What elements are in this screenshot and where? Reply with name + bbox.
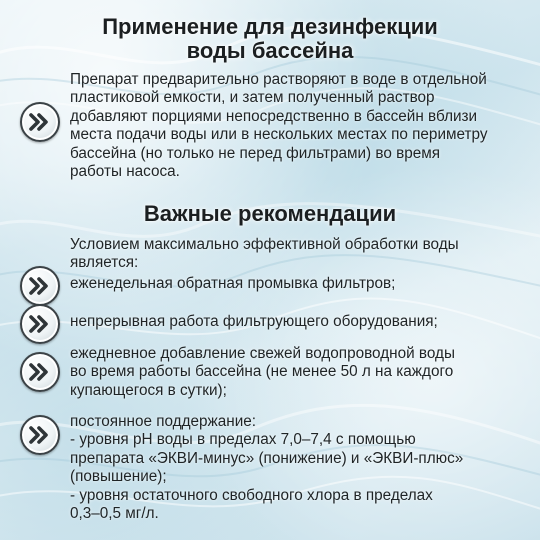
recommendation-item: еженедельная обратная промывка фильтров; bbox=[70, 275, 396, 292]
double-chevron-right-icon bbox=[20, 266, 60, 306]
double-chevron-right-icon bbox=[20, 304, 60, 344]
section1-text: Препарат предварительно растворяют в воде в отдельной пластиковой емкости, и затем полученный раствор добавляют порциями непосредственно в бассейн вблизи места подачи воды или в нескольких местах по периметру бассейна (но только не перед фильтрами) во время работы насоса. bbox=[70, 71, 488, 181]
recommendation-item: постоянное поддержание: - уровня pH воды в пределах 7,0–7,4 с помощью препарата «ЭКВИ-минус» (понижение) и «ЭКВИ-плюс» (повышение); - уровня остаточного свободного хлора в пределах 0,3–0,5 мг/л. bbox=[70, 413, 464, 523]
double-chevron-right-icon bbox=[20, 102, 60, 142]
double-chevron-right-icon bbox=[20, 352, 60, 392]
recommendation-item: непрерывная работа фильтрующего оборудования; bbox=[70, 313, 438, 330]
section2-title: Важные рекомендации bbox=[143, 201, 397, 226]
double-chevron-right-icon bbox=[20, 415, 60, 455]
recommendations-intro: Условием максимально эффективной обработки воды является: bbox=[70, 236, 459, 272]
recommendation-item: ежедневное добавление свежей водопроводной воды во время работы бассейна (не менее 50 л на каждого купающегося в сутки); bbox=[70, 345, 455, 399]
section1-title: Применение для дезинфекции воды бассейна bbox=[102, 14, 438, 63]
